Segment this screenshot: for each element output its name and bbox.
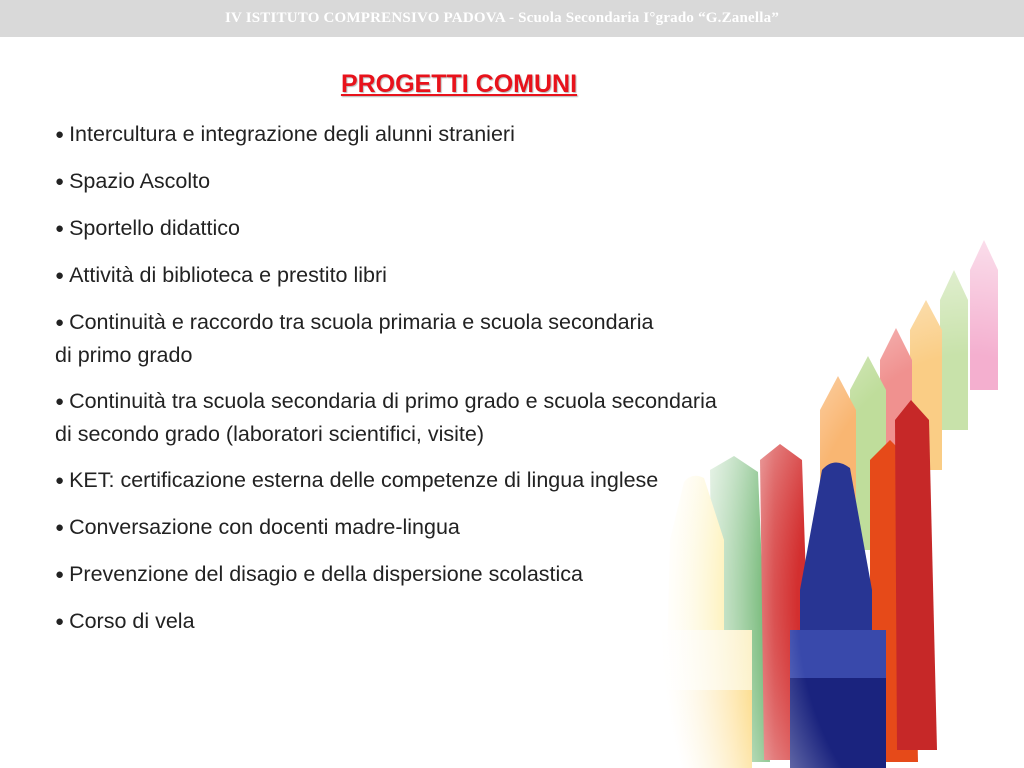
bullet-icon: ●	[55, 173, 65, 190]
projects-list	[55, 118, 735, 652]
bullet-icon: ●	[55, 613, 65, 630]
list-item	[55, 259, 735, 292]
header-text: IV ISTITUTO COMPRENSIVO PADOVA - Scuola Secondaria I°grado “G.Zanella”	[224, 10, 780, 26]
list-item-text: Continuità tra scuola secondaria di primo grado e scuola secondaria di secondo grado (laboratori scientifici, visite)	[55, 389, 717, 446]
list-item	[55, 306, 655, 371]
list-item	[55, 558, 735, 591]
list-item-text: Prevenzione del disagio e della dispersione scolastica	[69, 562, 583, 586]
bullet-icon: ●	[55, 519, 65, 536]
bullet-icon: ●	[55, 472, 65, 489]
bullet-icon: ●	[55, 393, 65, 410]
list-item	[55, 605, 735, 638]
list-item-text: Continuità e raccordo tra scuola primaria e scuola secondaria di primo grado	[55, 310, 654, 367]
bullet-icon: ●	[55, 220, 65, 237]
bullet-icon: ●	[55, 126, 65, 143]
list-item-text: Conversazione con docenti madre-lingua	[69, 515, 460, 539]
list-item-text: Corso di vela	[69, 609, 195, 633]
bullet-icon: ●	[55, 267, 65, 284]
list-item-text: KET: certificazione esterna delle competenze di lingua inglese	[69, 468, 659, 492]
list-item-text: Attività di biblioteca e prestito libri	[69, 263, 387, 287]
list-item	[55, 511, 735, 544]
list-item	[55, 118, 735, 151]
page-title: PROGETTI COMUNI	[340, 70, 578, 98]
list-item	[55, 464, 695, 497]
list-item	[55, 212, 735, 245]
bullet-icon: ●	[55, 314, 65, 331]
list-item-text: Intercultura e integrazione degli alunni stranieri	[69, 122, 515, 146]
list-item-text: Spazio Ascolto	[69, 169, 211, 193]
header-bar	[0, 0, 1024, 37]
bullet-icon: ●	[55, 566, 65, 583]
list-item	[55, 165, 735, 198]
list-item	[55, 385, 725, 450]
list-item-text: Sportello didattico	[69, 216, 240, 240]
